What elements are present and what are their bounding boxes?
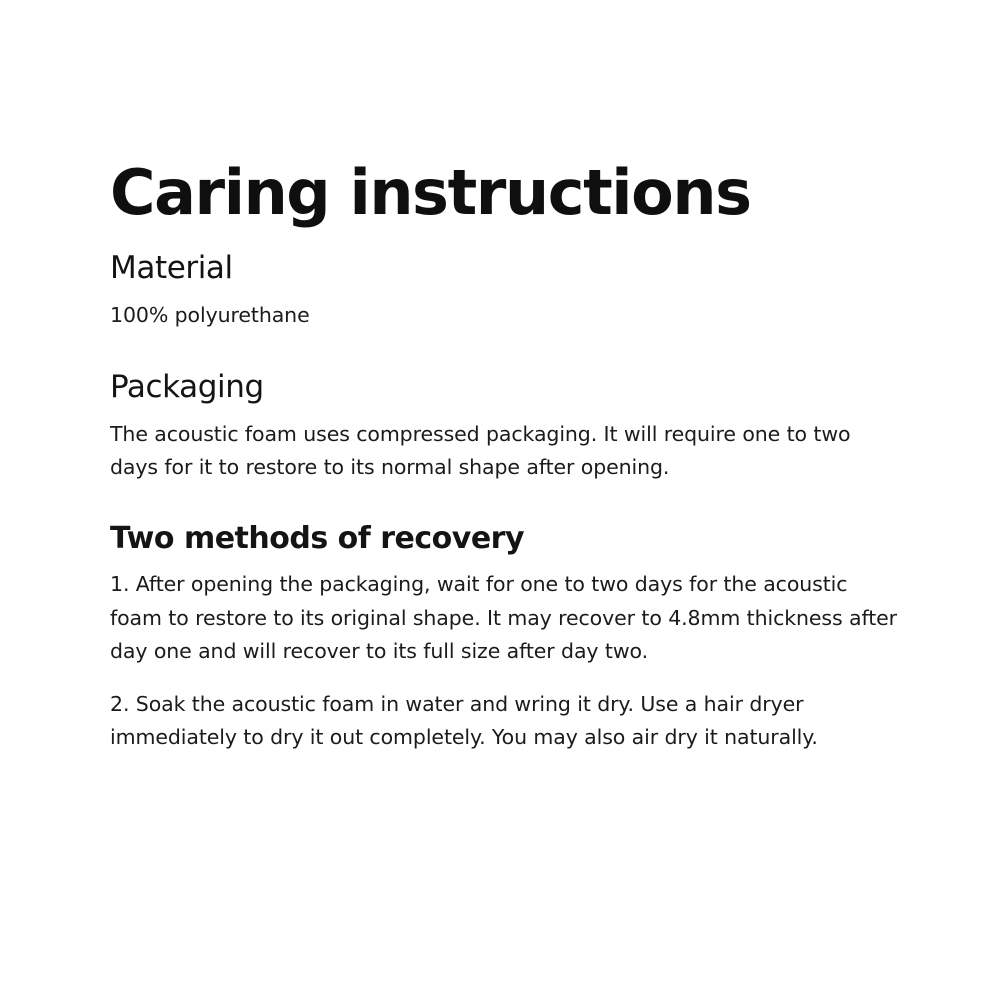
spacer [110, 492, 900, 522]
section-text-packaging: The acoustic foam uses compressed packaging. It will require one to two days for it to restore to its normal shape after opening. [110, 421, 851, 479]
section-material [110, 251, 900, 332]
section-text-material: 100% polyurethane [110, 302, 310, 327]
section-recovery [110, 522, 900, 755]
recovery-method-two: 2. Soak the acoustic foam in water and wring it dry. Use a hair dryer immediately to dry it out completely. You may also air dry it naturally. [110, 692, 818, 750]
section-heading-recovery: Two methods of recovery [110, 520, 525, 556]
section-packaging [110, 370, 900, 484]
recovery-method-one: 1. After opening the packaging, wait for one to two days for the acoustic foam to restore to its original shape. It may recover to 4.8mm thickness after day one and will recover to its full size after day two. [110, 572, 897, 663]
spacer [110, 340, 900, 370]
page-title: Caring instructions [110, 156, 751, 229]
section-heading-packaging: Packaging [110, 368, 264, 405]
section-heading-material: Material [110, 250, 233, 287]
